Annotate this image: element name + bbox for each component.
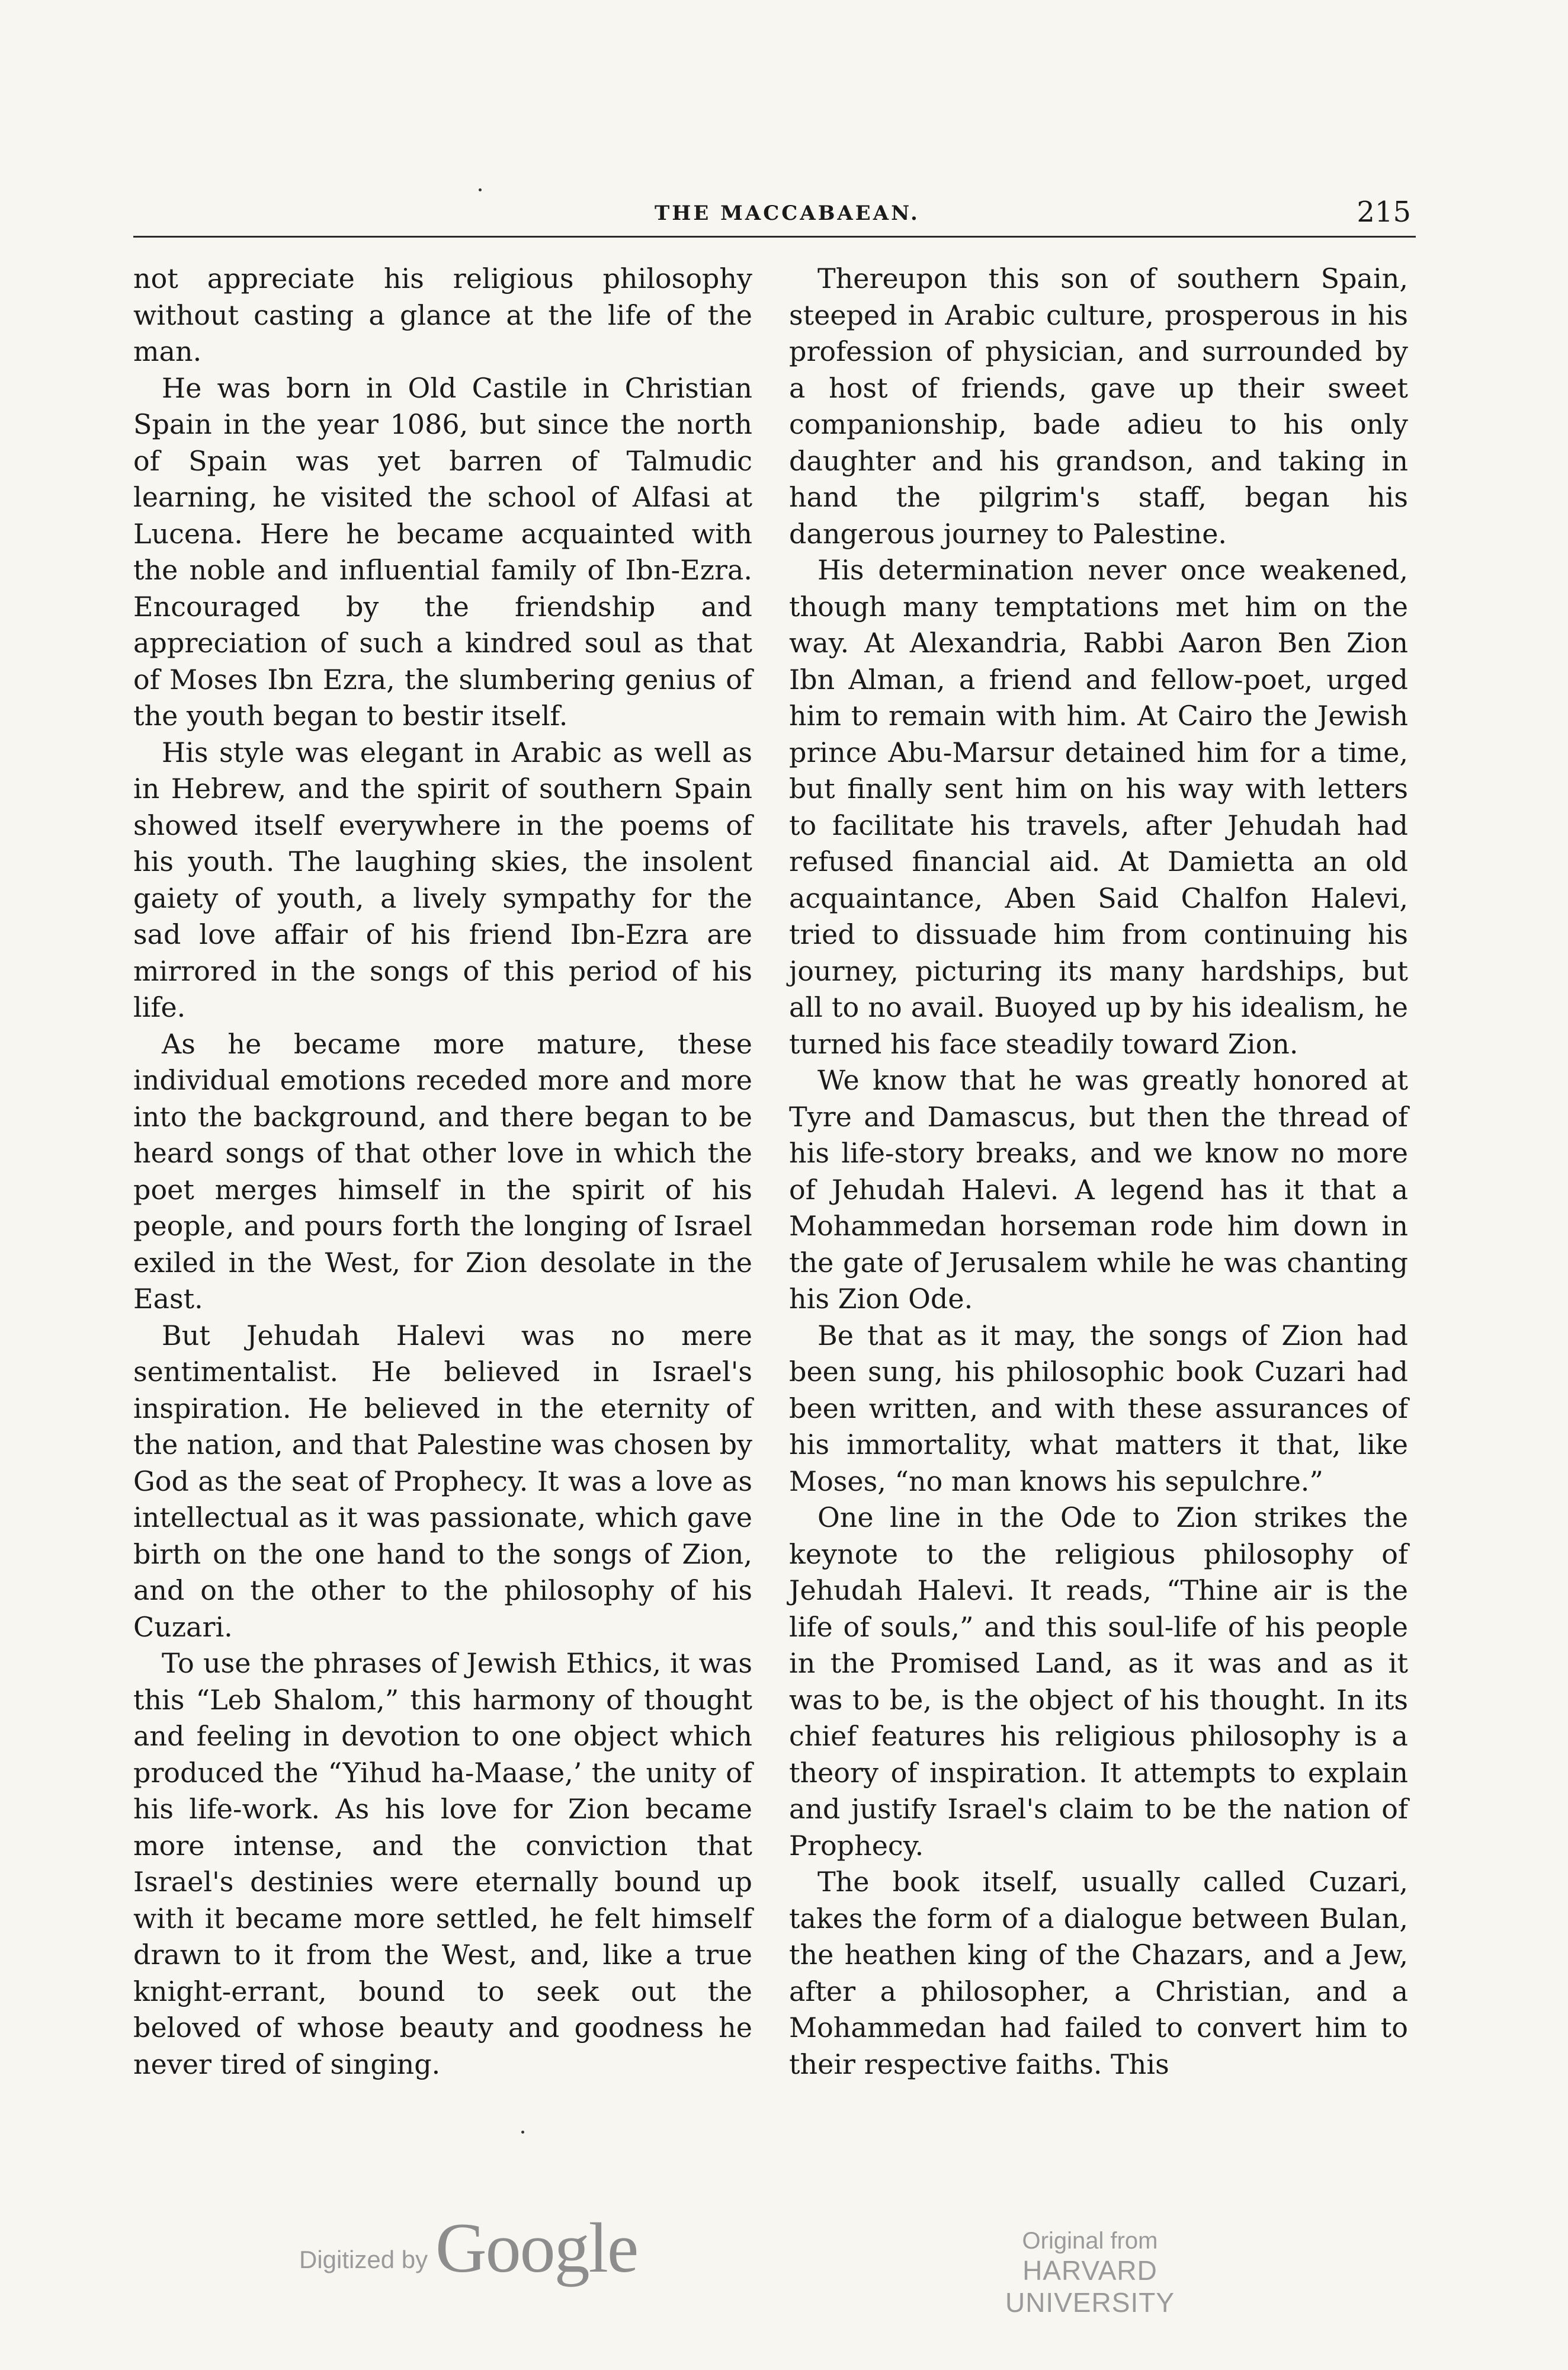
google-logo: Google [435,2208,638,2287]
page-number: 215 [1357,196,1411,229]
harvard-source-watermark [936,2228,1244,2318]
journal-title: THE MACCABAEAN. [655,201,920,225]
speck-mark [479,188,482,191]
paragraph: His style was elegant in Arabic as well as in Hebrew, and the spirit of southern Spain showed itself everywhere in the poems of his youth. The laughing skies, the insolent gaiety of youth, a lively sympathy for the sad love affair of his friend Ibn-Ezra are mirrored in the songs of this period of his life. [133,736,752,1023]
paragraph: Be that as it may, the songs of Zion had been sung, his philosophic book Cuzari had been written, and with these assurances of his immortality, what matters it that, like Moses, “no man knows his sepulchre.” [789,1319,1408,1497]
left-column [133,261,752,2083]
original-from-label: Original from [1022,2228,1158,2254]
right-column [789,261,1408,2083]
paragraph: The book itself, usually called Cuzari, takes the form of a dialogue between Bulan, the heathen king of the Chazars, and a Jew, after a philosopher, a Christian, and a Mohammedan had failed to convert him to their respective faiths. This [789,1866,1408,2080]
paragraph: His determination never once weakened, though many temptations met him on the way. At Alexandria, Rabbi Aaron Ben Zion Ibn Alman, a friend and fellow-poet, urged him to remain with him. At Cairo the Jewish prince Abu-Marsur detained him for a time, but finally sent him on his way with letters to facilitate his travels, after Jehudah had refused financial aid. At Damietta an old acquaintance, Aben Said Chalfon Halevi, tried to dissuade him from continuing his journey, picturing its many hardships, but all to no avail. Buoyed up by his idealism, he turned his face steadily toward Zion. [789,554,1408,1060]
paragraph: not appreciate his religious philosophy without casting a glance at the life of the man. [133,262,752,367]
paragraph: He was born in Old Castile in Christian Spain in the year 1086, but since the north of Spain was yet barren of Talmudic learning, he visited the school of Alfasi at Lucena. Here he became acquainted with the noble and influential family of Ibn-Ezra. Encouraged by the friendship and appreciation of such a kindred soul as that of Moses Ibn Ezra, the slumbering genius of the youth began to bestir itself. [133,371,752,732]
header-rule [133,236,1416,238]
paragraph: One line in the Ode to Zion strikes the keynote to the religious philosophy of Jehudah Halevi. It reads, “Thine air is the life of souls,” and this soul-life of his people in the Promised Land, as it was and as it was to be, is the object of his thought. In its chief features his religious philosophy is a theory of inspiration. It attempts to explain and justify Israel's claim to be the nation of Prophecy. [789,1501,1408,1862]
google-digitized-watermark [299,2201,655,2290]
paragraph: But Jehudah Halevi was no mere sentimentalist. He believed in Israel's inspiration. He believed in the eternity of the nation, and that Palestine was chosen by God as the seat of Prophecy. It was a love as intellectual as it was passionate, which gave birth on the one hand to the songs of Zion, and on the other to the philosophy of his Cuzari. [133,1319,752,1643]
paragraph: To use the phrases of Jewish Ethics, it was this “Leb Shalom,” this harmony of thought and feeling in devotion to one object which produced the “Yihud ha-Maase,’ the unity of his life-work. As his love for Zion became more intense, and the conviction that Israel's destinies were eternally bound up with it became more settled, he felt himself drawn to it from the West, and, like a true knight-errant, bound to seek out the beloved of whose beauty and goodness he never tired of singing. [133,1647,752,2080]
running-header [133,196,1416,237]
paragraph: We know that he was greatly honored at Tyre and Damascus, but then the thread of his life-story breaks, and we know no more of Jehudah Halevi. A legend has it that a Mohammedan horseman rode him down in the gate of Jerusalem while he was chanting his Zion Ode. [789,1064,1408,1315]
paragraph: Thereupon this son of southern Spain, steeped in Arabic culture, prosperous in his profession of physician, and surrounded by a host of friends, gave up their sweet companionship, bade adieu to his only daughter and his grandson, and taking in hand the pilgrim's staff, began his dangerous journey to Palestine. [789,262,1408,550]
speck-mark [521,2131,524,2134]
digitized-by-label: Digitized by [299,2246,428,2273]
harvard-university-label: HARVARD UNIVERSITY [1005,2255,1175,2318]
paragraph: As he became more mature, these individual emotions receded more and more into the background, and there began to be heard songs of that other love in which the poet merges himself in the spirit of his people, and pours forth the longing of Israel exiled in the West, for Zion desolate in the East. [133,1027,752,1315]
